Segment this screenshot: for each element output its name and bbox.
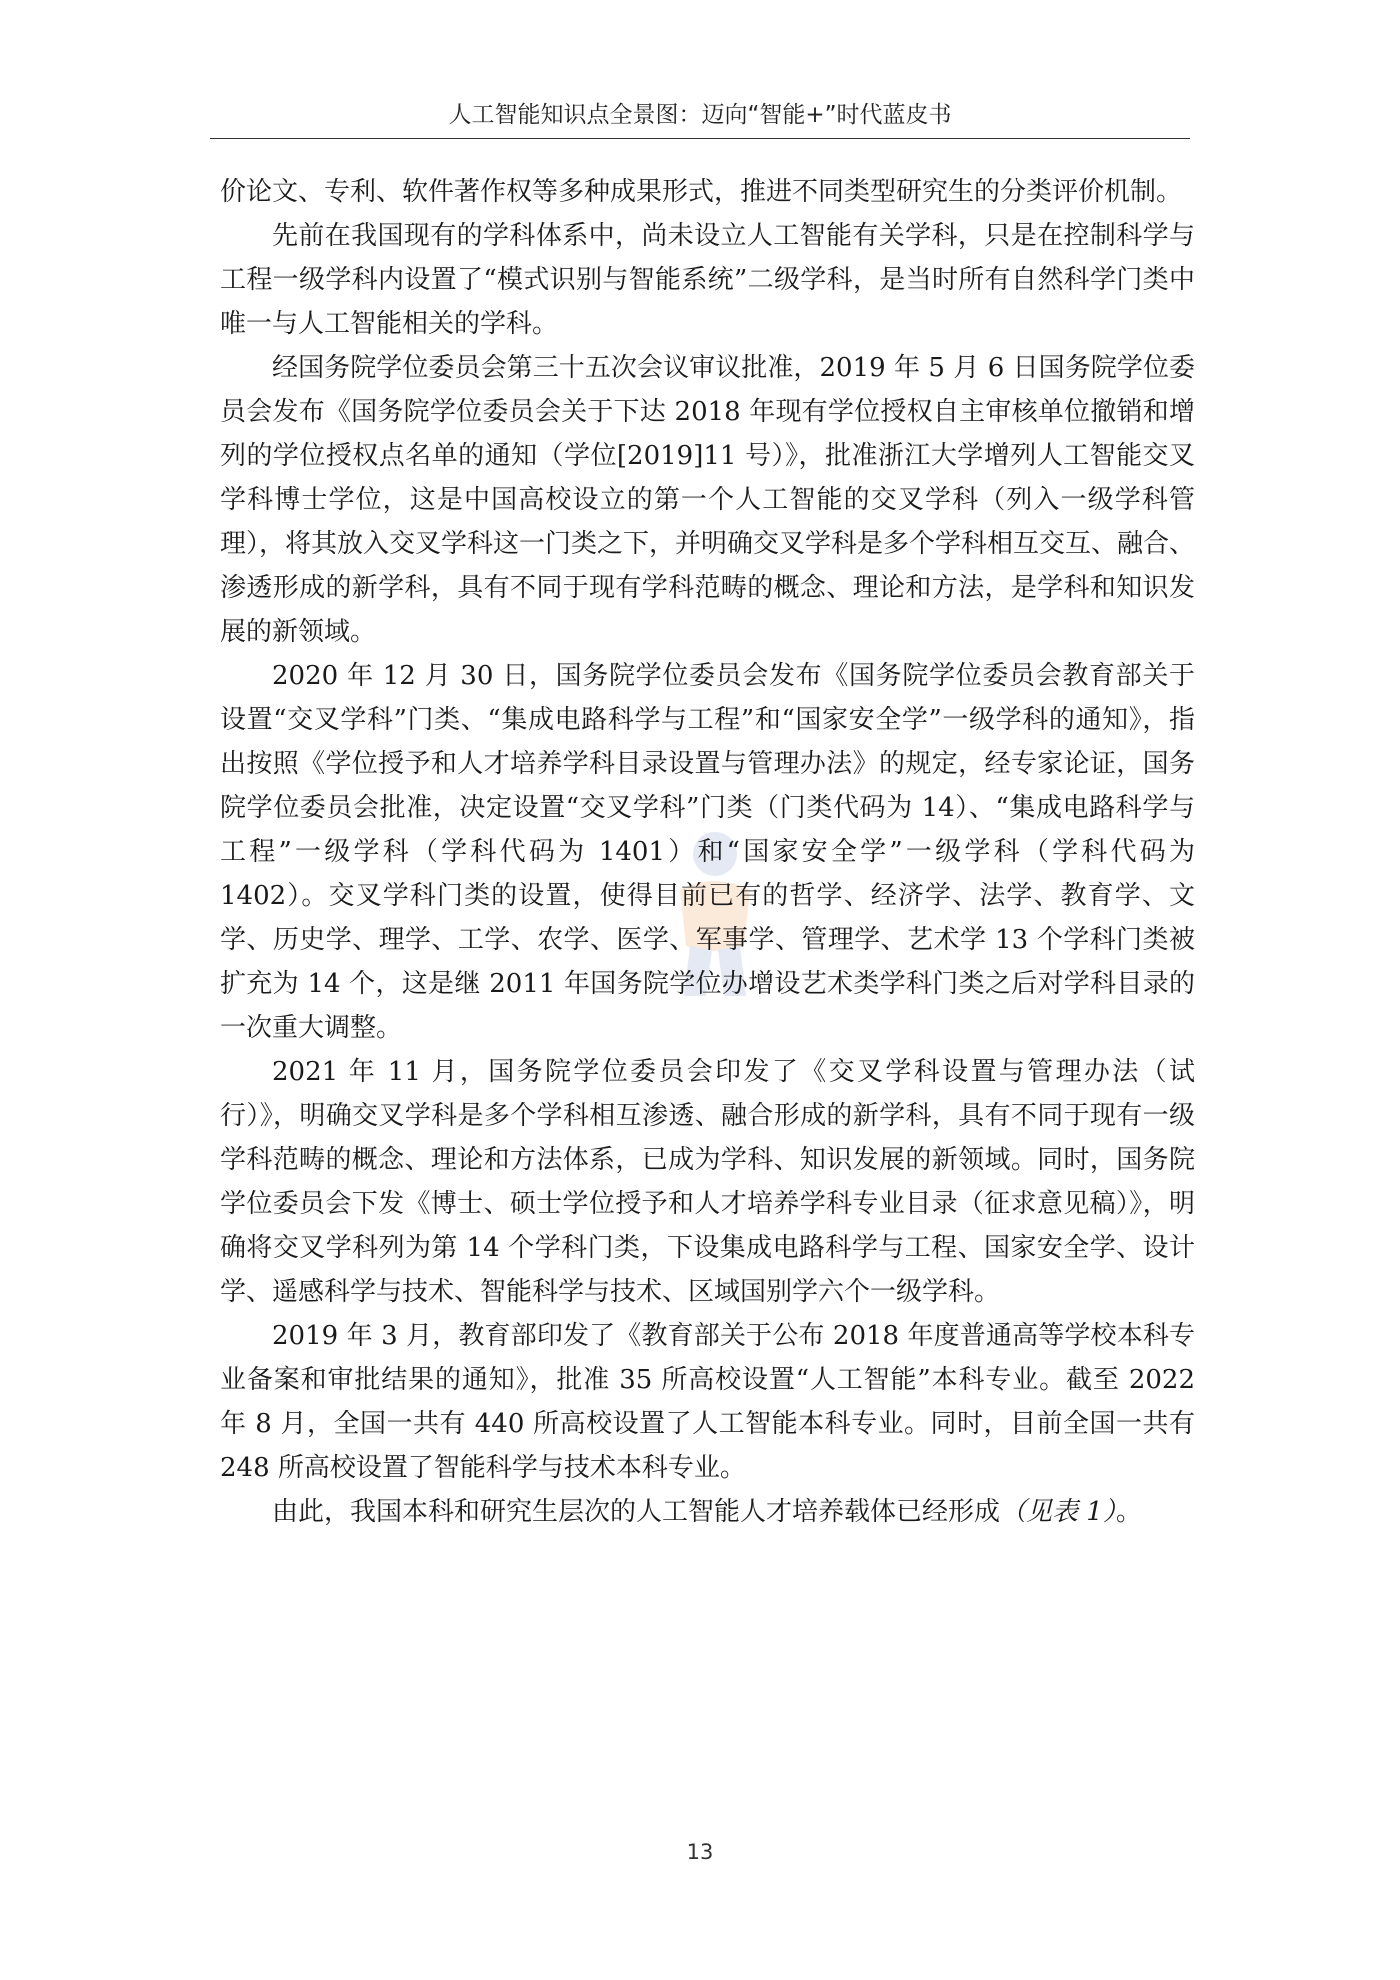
header-rule xyxy=(210,138,1190,139)
paragraph-3: 经国务院学位委员会第三十五次会议审议批准，2019 年 5 月 6 日国务院学位委员会发布《国务院学位委员会关于下达 2018 年现有学位授权自主审核单位撤销和增列的学位授权点名单的通知（学位[2019]11 号）》，批准浙江大学增列人工智能交叉学科博士学位，这是中国高校设立的第一个人工智能的交叉学科（列入一级学科管理），将其放入交叉学科这一门类之下，并明确交叉学科是多个学科相互交互、融合、渗透形成的新学科，具有不同于现有学科范畴的概念、理论和方法，是学科和知识发展的新领域。 xyxy=(220,353,1196,647)
paragraph-5: 2021 年 11 月，国务院学位委员会印发了《交叉学科设置与管理办法（试行）》，明确交叉学科是多个学科相互渗透、融合形成的新学科，具有不同于现有一级学科范畴的概念、理论和方法体系，已成为学科、知识发展的新领域。同时，国务院学位委员会下发《博士、硕士学位授予和人才培养学科专业目录（征求意见稿）》，明确将交叉学科列为第 14 个学科门类，下设集成电路科学与工程、国家安全学、设计学、遥感科学与技术、智能科学与技术、区域国别学六个一级学科。 xyxy=(220,1057,1195,1307)
paragraph-1: 价论文、专利、软件著作权等多种成果形式，推进不同类型研究生的分类评价机制。 xyxy=(220,177,1183,207)
table-reference: （见表 1） xyxy=(1000,1497,1116,1527)
page-number: 13 xyxy=(686,1840,714,1864)
body-text xyxy=(220,170,1195,1534)
paragraph-7-end: 。 xyxy=(1115,1497,1142,1527)
paragraph-7-text: 由此，我国本科和研究生层次的人工智能人才培养载体已经形成 xyxy=(272,1497,1001,1527)
paragraph-6: 2019 年 3 月，教育部印发了《教育部关于公布 2018 年度普通高等学校本科专业备案和审批结果的通知》，批准 35 所高校设置“人工智能”本科专业。截至 2022 年 8 月，全国一共有 440 所高校设置了人工智能本科专业。同时，目前全国一共有 248 所高校设置了智能科学与技术本科专业。 xyxy=(220,1321,1195,1483)
paragraph-4: 2020 年 12 月 30 日，国务院学位委员会发布《国务院学位委员会教育部关于设置“交叉学科”门类、“集成电路科学与工程”和“国家安全学”一级学科的通知》，指出按照《学位授予和人才培养学科目录设置与管理办法》的规定，经专家论证，国务院学位委员会批准，决定设置“交叉学科”门类（门类代码为 14）、“集成电路科学与工程”一级学科（学科代码为 1401）和“国家安全学”一级学科（学科代码为 1402）。交叉学科门类的设置，使得目前已有的哲学、经济学、法学、教育学、文学、历史学、理学、工学、农学、医学、军事学、管理学、艺术学 13 个学科门类被扩充为 14 个，这是继 2011 年国务院学位办增设艺术类学科门类之后对学科目录的一次重大调整。 xyxy=(220,661,1195,1043)
page-header: 人工智能知识点全景图：迈向“智能+”时代蓝皮书 xyxy=(448,102,952,128)
paragraph-2: 先前在我国现有的学科体系中，尚未设立人工智能有关学科，只是在控制科学与工程一级学科内设置了“模式识别与智能系统”二级学科，是当时所有自然科学门类中唯一与人工智能相关的学科。 xyxy=(220,221,1195,339)
paragraph-7 xyxy=(220,1490,1195,1534)
